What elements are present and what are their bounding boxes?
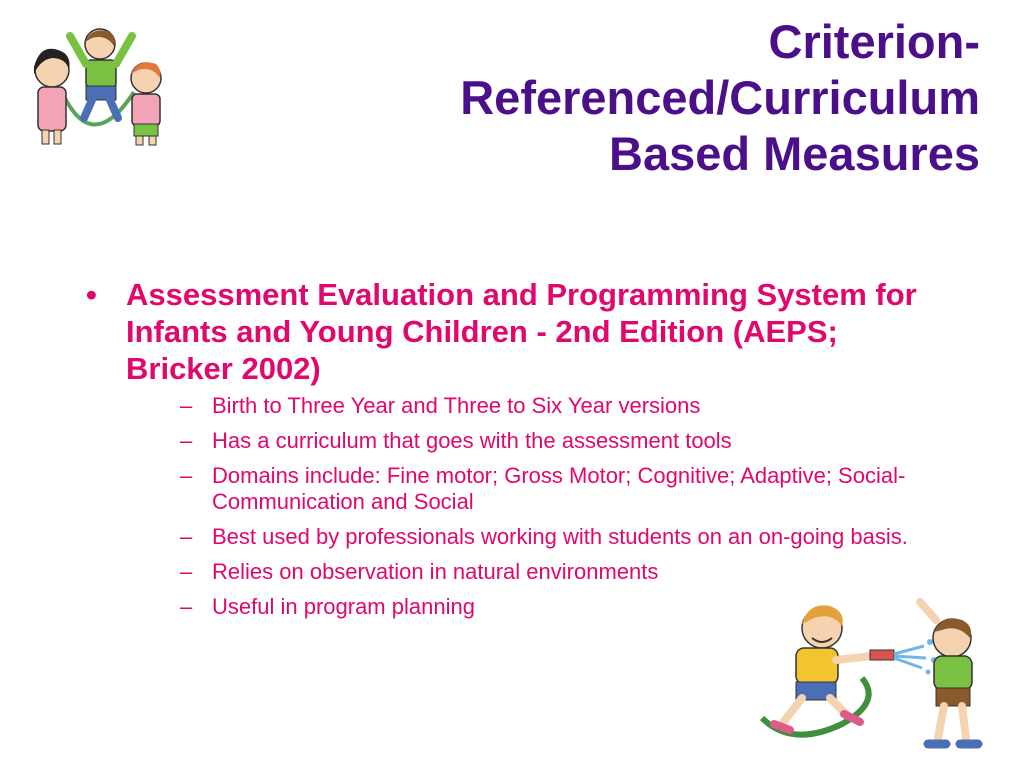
title-line-1: Criterion- <box>768 15 980 68</box>
sub-bullet-text: Best used by professionals working with students on an on-going basis. <box>212 524 908 549</box>
main-bullet <box>86 276 936 620</box>
sub-bullet-text: Relies on observation in natural environments <box>212 559 659 584</box>
main-bullet-text: Assessment Evaluation and Programming System for Infants and Young Children - 2nd Edition (AEPS; Bricker 2002) <box>126 277 917 386</box>
slide-title <box>220 14 980 182</box>
children-water-hose-icon <box>752 598 988 764</box>
bullet-list <box>86 276 936 629</box>
sub-bullet-text: Has a curriculum that goes with the assessment tools <box>212 428 732 453</box>
dash-icon: – <box>180 594 193 619</box>
title-line-3: Based Measures <box>609 127 980 180</box>
sub-bullet-item <box>170 428 952 454</box>
dash-icon: – <box>180 559 193 584</box>
dash-icon: – <box>180 428 193 453</box>
bullet-dot-icon: • <box>86 277 97 312</box>
dash-icon: – <box>180 463 193 488</box>
sub-bullet-list <box>126 393 936 620</box>
sub-bullet-text: Birth to Three Year and Three to Six Year versions <box>212 393 701 418</box>
sub-bullet-text: Useful in program planning <box>212 594 475 619</box>
sub-bullet-item <box>170 393 952 419</box>
sub-bullet-item <box>170 524 952 550</box>
sub-bullet-item <box>170 463 952 515</box>
children-jumping-rope-icon <box>22 22 172 147</box>
dash-icon: – <box>180 524 193 549</box>
title-line-2: Referenced/Curriculum <box>460 71 980 124</box>
sub-bullet-text: Domains include: Fine motor; Gross Motor; Cognitive; Adaptive; Social-Communication and Social <box>212 463 906 514</box>
dash-icon: – <box>180 393 193 418</box>
sub-bullet-item <box>170 559 952 585</box>
